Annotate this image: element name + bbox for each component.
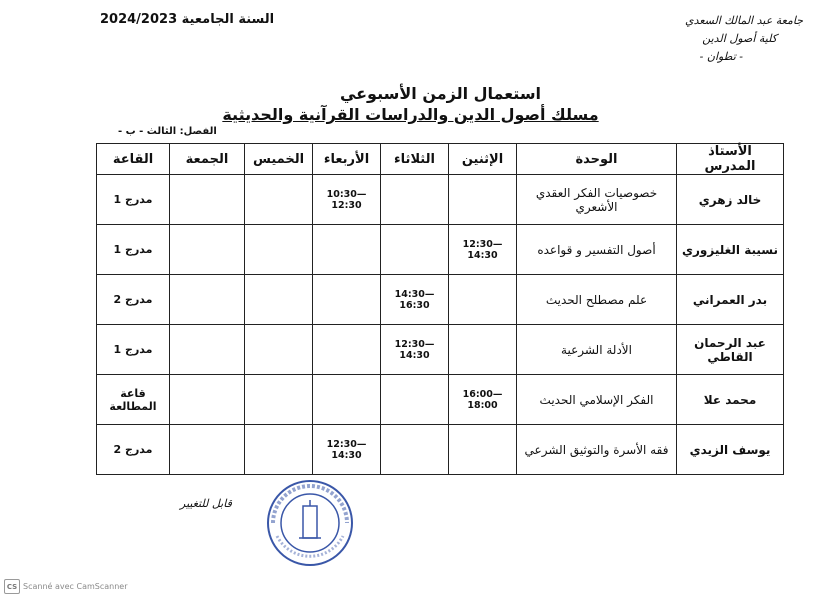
table-row [97,375,784,425]
table-row [97,275,784,325]
monday-cell: 12:30—14:30 [449,225,517,275]
professor-cell: نسيبة الغليزوري [677,225,784,275]
wednesday-cell: 12:30—14:30 [313,425,381,475]
schedule-table [96,143,784,475]
thursday-cell [245,375,313,425]
friday-cell [170,375,245,425]
monday-cell [449,425,517,475]
thursday-cell [245,325,313,375]
document-title: استعمال الزمن الأسبوعي [339,84,542,103]
wednesday-cell [313,225,381,275]
scanner-footer-text: Scanné avec CamScanner [23,582,128,591]
friday-cell [170,325,245,375]
tuesday-cell [381,425,449,475]
column-header-tuesday: الثلاثاء [381,144,449,175]
academic-year: السنة الجامعية 2024/2023 [100,12,275,27]
thursday-cell [245,425,313,475]
wednesday-cell [313,275,381,325]
monday-cell: 16:00—18:00 [449,375,517,425]
scanner-footer [4,579,128,594]
tuesday-cell [381,375,449,425]
university-name: جامعة عبد المالك السعدي [684,14,803,27]
module-cell: علم مصطلح الحديث [517,275,677,325]
monday-cell [449,325,517,375]
tuesday-cell: 14:30—16:30 [381,275,449,325]
document-titles [0,84,821,124]
column-header-friday: الجمعة [170,144,245,175]
institution-block [653,12,803,66]
module-cell: الأدلة الشرعية [517,325,677,375]
thursday-cell [245,225,313,275]
professor-cell: عبد الرحمان القاطي [677,325,784,375]
faculty-seal [265,478,355,568]
friday-cell [170,425,245,475]
thursday-cell [245,275,313,325]
room-cell: مدرج 1 [97,175,170,225]
wednesday-cell [313,375,381,425]
friday-cell [170,225,245,275]
professor-cell: محمد علا [677,375,784,425]
thursday-cell [245,175,313,225]
column-header-wednesday: الأربعاء [313,144,381,175]
program-title: مسلك أصول الدين والدراسات القرآنية والحديثية [222,105,599,124]
wednesday-cell [313,325,381,375]
professor-cell: بدر العمراني [677,275,784,325]
table-row [97,225,784,275]
column-header-thursday: الخميس [245,144,313,175]
module-cell: خصوصيات الفكر العقدي الأشعري [517,175,677,225]
professor-cell: خالد زهري [677,175,784,225]
column-header-monday: الإثنين [449,144,517,175]
room-cell: قاعة المطالعة [97,375,170,425]
table-header-row [97,144,784,175]
friday-cell [170,175,245,225]
module-cell: فقه الأسرة والتوثيق الشرعي [517,425,677,475]
module-cell: الفكر الإسلامي الحديث [517,375,677,425]
table-row [97,175,784,225]
monday-cell [449,175,517,225]
room-cell: مدرج 2 [97,275,170,325]
column-header-module: الوحدة [517,144,677,175]
tuesday-cell [381,175,449,225]
city-name: - تطوان - [699,50,743,63]
tuesday-cell [381,225,449,275]
tuesday-cell: 12:30—14:30 [381,325,449,375]
professor-cell: يوسف الزيدي [677,425,784,475]
room-cell: مدرج 2 [97,425,170,475]
column-header-professor: الأستاذ المدرس [677,144,784,175]
table-row [97,425,784,475]
table-row [97,325,784,375]
faculty-name: كلية أصول الدين [702,32,777,45]
room-cell: مدرج 1 [97,225,170,275]
semester-label: الفصل: الثالث - ب - [118,126,217,137]
wednesday-cell: 10:30—12:30 [313,175,381,225]
friday-cell [170,275,245,325]
column-header-room: القاعة [97,144,170,175]
module-cell: أصول التفسير و قواعده [517,225,677,275]
monday-cell [449,275,517,325]
camscanner-icon: CS [4,579,20,594]
room-cell: مدرج 1 [97,325,170,375]
subject-to-change-note: قابل للتغيير [180,497,232,510]
